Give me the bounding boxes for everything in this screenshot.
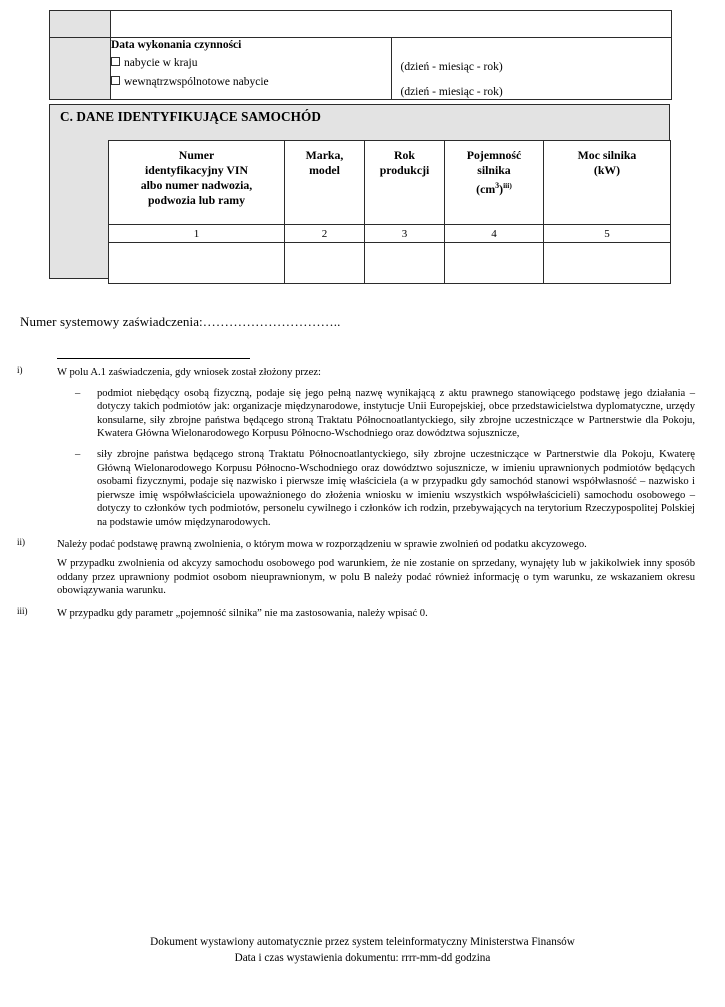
date-label-cell xyxy=(111,38,392,100)
input-cell-engine-power[interactable] xyxy=(544,243,671,284)
footnote-iii-para-1: W przypadku gdy parametr „pojemność silnika” nie ma zastosowania, należy wpisać 0. xyxy=(57,607,428,619)
date-label: Data wykonania czynności xyxy=(111,39,242,51)
checkbox-label: wewnątrzwspólnotowe nabycie xyxy=(124,76,269,88)
footnote-marker-i xyxy=(17,366,51,378)
footnotes xyxy=(17,366,695,621)
col-header-line: Numer xyxy=(178,148,215,162)
table-row xyxy=(109,243,671,284)
date-format-hint-1: (dzień - miesiąc - rok) xyxy=(400,61,503,73)
col-header-line: silnika xyxy=(477,163,511,177)
col-header-line: identyfikacyjny VIN xyxy=(144,163,248,177)
col-header-engine-power xyxy=(544,141,671,225)
col-number-4: 4 xyxy=(445,225,544,243)
activity-date-table xyxy=(49,10,672,100)
footnote-marker-label: i) xyxy=(17,365,23,375)
footnote-ii xyxy=(17,538,695,598)
input-cell-make-model[interactable] xyxy=(285,243,365,284)
col-header-year xyxy=(365,141,445,225)
dash-bullet-icon: – xyxy=(75,448,81,460)
date-value-cell[interactable] xyxy=(391,38,672,100)
footnote-ii-body xyxy=(57,538,695,598)
footnote-i-body xyxy=(57,366,695,530)
col-header-line-units: $(cm^3)^{iii)}$ xyxy=(476,181,512,196)
empty-top-cell[interactable] xyxy=(111,11,672,38)
checkbox-option-intracommunity[interactable] xyxy=(111,74,391,91)
checkbox-icon[interactable] xyxy=(111,76,120,85)
footnote-iii xyxy=(17,607,695,621)
col-header-line: (kW) xyxy=(593,163,621,177)
col-header-line: Marka, xyxy=(305,148,344,162)
col-header-engine-capacity xyxy=(445,141,544,225)
col-header-line: podwozia lub ramy xyxy=(147,193,245,207)
vin-table xyxy=(108,140,671,284)
table-row xyxy=(50,11,672,38)
col-header-line: produkcji xyxy=(379,163,430,177)
col-number-5: 5 xyxy=(544,225,671,243)
shaded-left-column xyxy=(50,11,111,38)
checkbox-icon[interactable] xyxy=(111,57,120,66)
col-header-line: Rok xyxy=(394,148,415,162)
footnote-i-intro: W polu A.1 zaświadczenia, gdy wniosek został złożony przez: xyxy=(57,367,321,378)
footnote-i-item-1 xyxy=(57,387,695,441)
checkbox-label: nabycie w kraju xyxy=(124,57,198,69)
section-c-header xyxy=(49,104,670,128)
col-number-2: 2 xyxy=(285,225,365,243)
footnote-ii-para-2: W przypadku zwolnienia od akcyzy samochodu osobowego pod warunkiem, że nie zostanie on sprzedany, wynajęty lub w jakikolwiek inny sposób oddany przez uprawniony podmiot osobom nieuprawnionym, w polu B należy podać również informację o tym warunku, ze wskazaniem okresu obowiązywania warunku. xyxy=(57,558,695,597)
footnote-marker-label: ii) xyxy=(17,536,25,547)
col-number-3: 3 xyxy=(365,225,445,243)
table-row xyxy=(50,38,672,100)
col-header-line: Pojemność xyxy=(466,148,522,162)
checkbox-option-domestic[interactable] xyxy=(111,55,391,72)
table-row xyxy=(109,225,671,243)
footnote-i-item-1-text: podmiot niebędący osobą fizyczną, podaje się jego pełną nazwę wynikającą z aktu prawnego stanowiącego podstawę jego działania – dotyczy takich podmiotów jak: organizacje międzynarodowe, instytucje Unii Europejskiej, obce przedstawicielstwa dyplomatyczne, urzędy konsularne, siły zbrojne państwa będącego stroną Traktatu Północnoatlantyckiego, siły zbrojne uczestniczące w Partnerstwie dla Pokoju, Kwatera Główna Wielonarodowego Korpusu Północno-Wschodniego oraz dowództwa sojusznicze, xyxy=(97,387,695,440)
footnote-marker-ii xyxy=(17,538,51,550)
col-header-make-model xyxy=(285,141,365,225)
col-header-line: albo numer nadwozia, xyxy=(140,178,253,192)
input-cell-year[interactable] xyxy=(365,243,445,284)
shaded-left-column xyxy=(50,38,111,100)
footnote-marker-iii xyxy=(17,607,51,619)
col-header-line: model xyxy=(309,163,340,177)
section-c-title: C. DANE IDENTYFIKUJĄCE SAMOCHÓD xyxy=(60,109,322,124)
system-number-line: Numer systemowy zaświadczenia:………………………….. xyxy=(20,314,341,329)
footer-line-2: Data i czas wystawienia dokumentu: rrrr-mm-dd godzina xyxy=(234,952,491,964)
document-footer xyxy=(0,934,725,966)
footnote-marker-label: iii) xyxy=(17,605,28,616)
footer-line-1: Dokument wystawiony automatycznie przez system teleinformatyczny Ministerstwa Finansów xyxy=(150,936,575,948)
footnote-i-item-2-text: siły zbrojne państwa będącego stroną Traktatu Północnoatlantyckiego, siły zbrojne uczestniczące w Partnerstwie dla Pokoju, Kwaterę Główną Wielonarodowego Korpusu Północno-Wschodniego oraz dowództwo sojusznicze, w imieniu uprawnionych podmiotów będących osobami fizycznymi, podaje się nazwisko i pierwsze imię właściciela (a w przypadku gdy samochód stanowi współwłasność – nazwisko i pierwsze imię współwłaściciela upoważnionego do złożenia wniosku w imieniu wszystkich współwłaścicieli) samochodu osobowego – dotyczy to członków tych podmiotów, personelu cywilnego i członków ich rodzin, przebywających na terytorium Rzeczypospolitej Polskiej na podstawie umów międzynarodowych. xyxy=(97,448,695,528)
date-format-hint-2: (dzień - miesiąc - rok) xyxy=(400,86,503,98)
dash-bullet-icon: – xyxy=(75,387,81,399)
col-header-vin xyxy=(109,141,285,225)
vehicle-identification-table xyxy=(108,140,671,284)
input-cell-engine-capacity[interactable] xyxy=(445,243,544,284)
footnote-separator xyxy=(57,358,250,359)
input-cell-vin[interactable] xyxy=(109,243,285,284)
footnote-ii-para-1: Należy podać podstawę prawną zwolnienia, o którym mowa w rozporządzeniu w sprawie zwolnień od podatku akcyzowego. xyxy=(57,538,587,550)
col-number-1: 1 xyxy=(109,225,285,243)
col-header-line: Moc silnika xyxy=(577,148,637,162)
form-table xyxy=(49,10,672,100)
footnote-i-item-2 xyxy=(57,448,695,530)
table-header-row xyxy=(109,141,671,225)
footnote-iii-body xyxy=(57,607,695,621)
footnote-i xyxy=(17,366,695,530)
